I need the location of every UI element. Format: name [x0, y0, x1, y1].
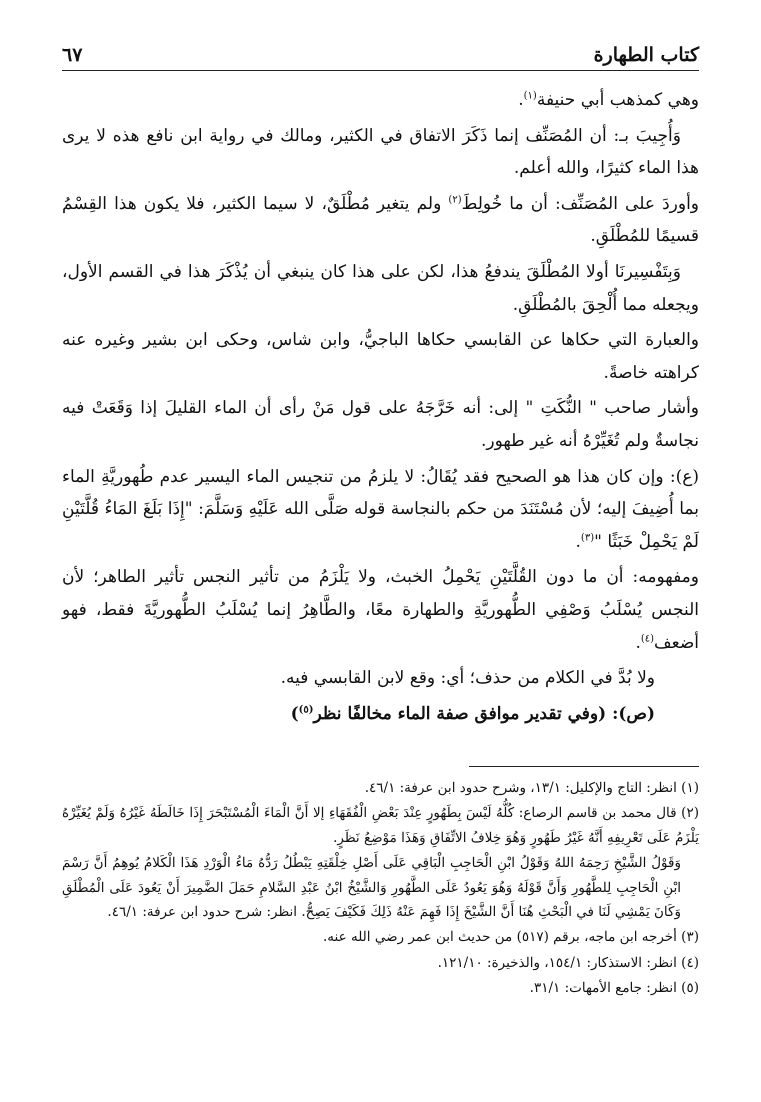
paragraph: (ع): وإن كان هذا هو الصحيح فقد يُقَالُ: لا يلزمُ من تنجيس الماء اليسير عدم طُهوريَّةِ الماء بما أُضِيفَ إليه؛ لأن مُسْتَنَدَ من حكم بالنجاسة قوله صَلَّى الله عَلَيْهِ وَسَلَّمَ: "إِذَا بَلَغَ المَاءُ قُلَّتَيْنِ لَمْ يَحْمِلْ خَبَثًا "$^{(٣)}$. — [62, 466, 699, 552]
paragraph: ولا بُدَّ في الكلام من حذف؛ أي: وقع لابن القابسي فيه. — [280, 668, 655, 689]
footnote-ref[interactable]: (٢) — [448, 194, 462, 206]
footnote: (٢) قال محمد بن قاسم الرصاع: كُلُّهُ لَيْسَ بِطَهُورٍ عِنْدَ بَعْضِ الْفُقَهَاءِ إلا أَنَّ الْمَاءَ الْمُسْتَبْحَرَ إِذَا خَالَطَهُ غَيْرُهُ وَلَمْ يُغَيِّرْهُ يَلْزَمُ عَلَى تَعْرِيفِهِ أَنَّهُ غَيْرُ طَهُورٍ وَهُوَ خِلافُ الاتِّفَاقِ وَهَذَا مَوْضِعُ نَظَرٍ. — [62, 805, 699, 846]
footnote: (١) انظر: التاج والإكليل: ١٣/١، وشرح حدود ابن عرفة: ٤٦/١. — [364, 780, 699, 796]
paragraph: وأشار صاحب " النُّكَتِ " إلى: أنه خَرَّجَهُ على قول مَنْ رأى أن الماء القليلَ إذا وَقَعَتْ فيه نجاسةٌ ولم تُغَيِّرْهُ أنه غير طهور. — [62, 398, 699, 451]
footnote-separator — [469, 766, 699, 767]
main-text — [62, 84, 699, 733]
paragraph: وهي كمذهب أبي حنيفة$^{(١)}$. — [518, 90, 699, 110]
footnote-ref[interactable]: (١) — [523, 90, 537, 102]
header-rule — [62, 70, 699, 71]
paragraph: والعبارة التي حكاها عن القابسي حكاها الباجيُّ، وابن شاس، وحكى ابن بشير وغيره عنه كراهته خاصةً. — [62, 330, 699, 383]
paragraph-text-citation: (ص): (وفي تقدير موافق صفة الماء مخالفًا نظر$^{(٥)}$) — [290, 703, 655, 724]
footnote-ref[interactable]: (٥) — [298, 704, 314, 716]
page-number: ٦٧ — [62, 44, 83, 66]
footnote-ref[interactable]: (٣) — [580, 532, 595, 544]
footnote: (٥) انظر: جامع الأمهات: ٣١/١. — [529, 980, 699, 997]
footnote: (٤) انظر: الاستذكار: ١٥٤/١، والذخيرة: ١٢١/١٠. — [437, 954, 699, 971]
page-header — [62, 38, 699, 66]
running-title: كتاب الطهارة — [593, 44, 699, 66]
footnote-continuation: وَقَوْلُ الشَّيْخِ رَحِمَهُ اللهُ وَقَوْلُ ابْنِ الْحَاجِبِ الْبَاقِي عَلَى أَصْلِ خِلْقَتِهِ يَبْطُلُ رَدُّهُ مَاءُ الْوَرْدِ هَذَا الْكَلامُ يُوهِمُ أَنَّ رَسْمَ ابْنِ الْحَاجِبِ لِلطَّهُورِ وَأَنَّ قَوْلَهُ وَهُوَ يَعُودُ عَلَى الطَّهُورِ وَالشَّيْخُ ابْنُ عَبْدِ السَّلامِ حَمَلَ الضَّمِيرَ أَنْ يَعُودَ عَلَى الْمُطْلَقِ وَكَانَ يَمْشِي لَنَا في الْبَحْثِ هُنَا أَنَّ الشَّيْخَ إِذَا فَهِمَ عَنْهُ ذَلِكَ فَكَيْفَ يَصِحُّ. انظر: شرح حدود ابن عرفة: ٤٦/١. — [62, 855, 681, 921]
paragraph: وأوردَ على المُصَنِّف: أن ما خُولِطَ$^{(٢)}$ ولم يتغير مُطْلَقٌ، لا سيما الكثير، فلا يكون هذا القِسْمُ قسيمًا للمُطْلَقِ. — [62, 193, 699, 247]
footnotes — [62, 776, 699, 1002]
footnote: (٣) أخرجه ابن ماجه، برقم (٥١٧) من حديث ابن عمر رضي الله عنه. — [323, 929, 699, 946]
paragraph: وَبِتَفْسِيرنَا أولا المُطْلَقَ يندفعُ هذا، لكن على هذا كان ينبغي أن يُذْكَرَ هذا في القسم الأول، ويجعله مما أُلْحِقَ بالمُطْلَقِ. — [62, 261, 699, 315]
paragraph: ومفهومه: أن ما دون القُلَّتَيْنِ يَحْمِلُ الخبث، ولا يَلْزَمُ من تأثير النجس تأثير الطاهر؛ لأن النجس يُسْلَبُ وَصْفِي الطُّهوريَّةِ والطهارة معًا، والطَّاهِرُ إنما يُسْلَبُ الطُّهوريَّةَ فقط، فهو أضعف$^{(٤)}$. — [62, 567, 699, 653]
paragraph: وَأُجِيبَ بـ: أن المُصَنِّف إنما ذَكَرَ الاتفاق في الكثير، ومالك في رواية ابن نافع هذه لا يرى هذا الماء كثيرًا، والله أعلم. — [62, 125, 699, 179]
footnote-ref[interactable]: (٤) — [640, 632, 655, 644]
